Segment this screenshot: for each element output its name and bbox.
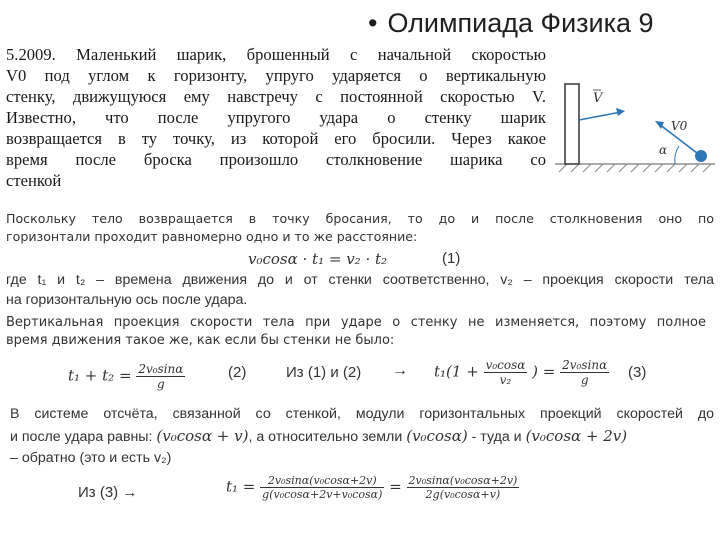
ball [695,150,707,162]
final-answer-numerator-2: 2v₀sinα(v₀cosα+2v) [408,474,518,487]
problem-line: возвращается в ту точку, из которой его бросили. Через какое [6,129,546,148]
equation-1: v₀cosα · t₁ = v₂ · t₂ [248,250,388,268]
solution-text-with-math [10,426,627,447]
wall-velocity-arrow [579,112,621,120]
derivation-note: Из (3) → [78,484,138,501]
final-answer-lhs: t₁ = [226,477,256,496]
solution-text: , а относительно земли [248,429,403,445]
equation-2-denominator: g [157,377,165,391]
equation-number: (1) [442,250,461,267]
final-answer-equals: = [389,477,402,496]
wall-and-ball-diagram [555,76,715,176]
wall [565,84,579,164]
wall-velocity-label: V [593,91,603,106]
problem-line: стенку, движущуюся ему навстречу с постоянной скоростью V. [6,87,546,106]
solution-text: время движения такое же, как если бы стенки не было: [6,333,395,348]
solution-text: В системе отсчёта, связанной со стенкой, модули горизонтальных проекций скоростей до [10,406,714,422]
problem-line: Известно, что после упругого удара о стенку шарик [6,108,546,127]
equation-2-lhs: t₁ + t₂ = [68,366,132,385]
final-answer-denominator-2: 2g(v₀cosα+v) [425,488,501,501]
solution-text: Поскольку тело возвращается в точку бросания, то до и после столкновения оно по [6,211,714,226]
equation-3-inner-numerator: v₀cosα [485,358,526,372]
solution-text: - туда и [471,429,522,445]
solution-text: и после удара равны: [10,429,153,445]
equation-number: (3) [628,364,647,381]
solution-text: на горизонтальную ось после удара. [6,292,248,308]
equation-3-mid: ) = [532,362,556,381]
solution-text: где t₁ и t₂ – времена движения до и от стенки соответственно, v₂ – проекция скорости тела [6,272,714,288]
problem-line: 5.2009. Маленький шарик, брошенный с начальной скоростью [6,45,546,64]
solution-text: Вертикальная проекция скорости тела при ударе о стенку не изменяется, поэтому полное [6,315,706,330]
final-answer-numerator-1: 2v₀sinα(v₀cosα+2v) [260,474,384,488]
problem-figure [555,76,715,181]
equation-2 [68,362,185,391]
equation-3 [434,358,609,387]
page-title [368,8,654,39]
final-answer-denominator-1: g(v₀cosα+2v+v₀cosα) [262,488,383,501]
equation-3-inner-denominator: v₂ [499,373,512,387]
ground-speed-before-expr: (v₀cosα) [406,427,468,445]
ground-speed-after-expr: (v₀cosα + 2v) [525,427,628,445]
solution-text: горизонтали проходит равномерно одно и то же расстояние: [6,229,418,244]
problem-statement [6,44,546,191]
ball-velocity-label: V0 [671,119,688,133]
title-bullet: • [368,8,378,38]
final-answer [226,474,519,501]
derivation-note: Из (1) и (2) [286,364,362,381]
arrow-icon: → [392,362,408,379]
angle-label: α [659,143,668,157]
problem-line: стенкой [6,171,62,190]
problem-line: время после броска произошло столкновение шарика со [6,150,546,169]
equation-3-numerator: 2v₀sinα [562,358,608,372]
relative-speed-expr: (v₀cosα + v) [156,427,249,445]
equation-2-numerator: 2v₀sinα [138,362,184,376]
equation-3-denominator: g [580,373,589,387]
solution-text: – обратно (это и есть v₂) [10,450,172,466]
problem-line: V0 под углом к горизонту, упруго ударяется о вертикальную [6,66,546,85]
title-text: Олимпиада Физика 9 [387,8,654,38]
equation-number: (2) [228,364,247,381]
equation-3-lhs: t₁(1 + [434,362,479,381]
